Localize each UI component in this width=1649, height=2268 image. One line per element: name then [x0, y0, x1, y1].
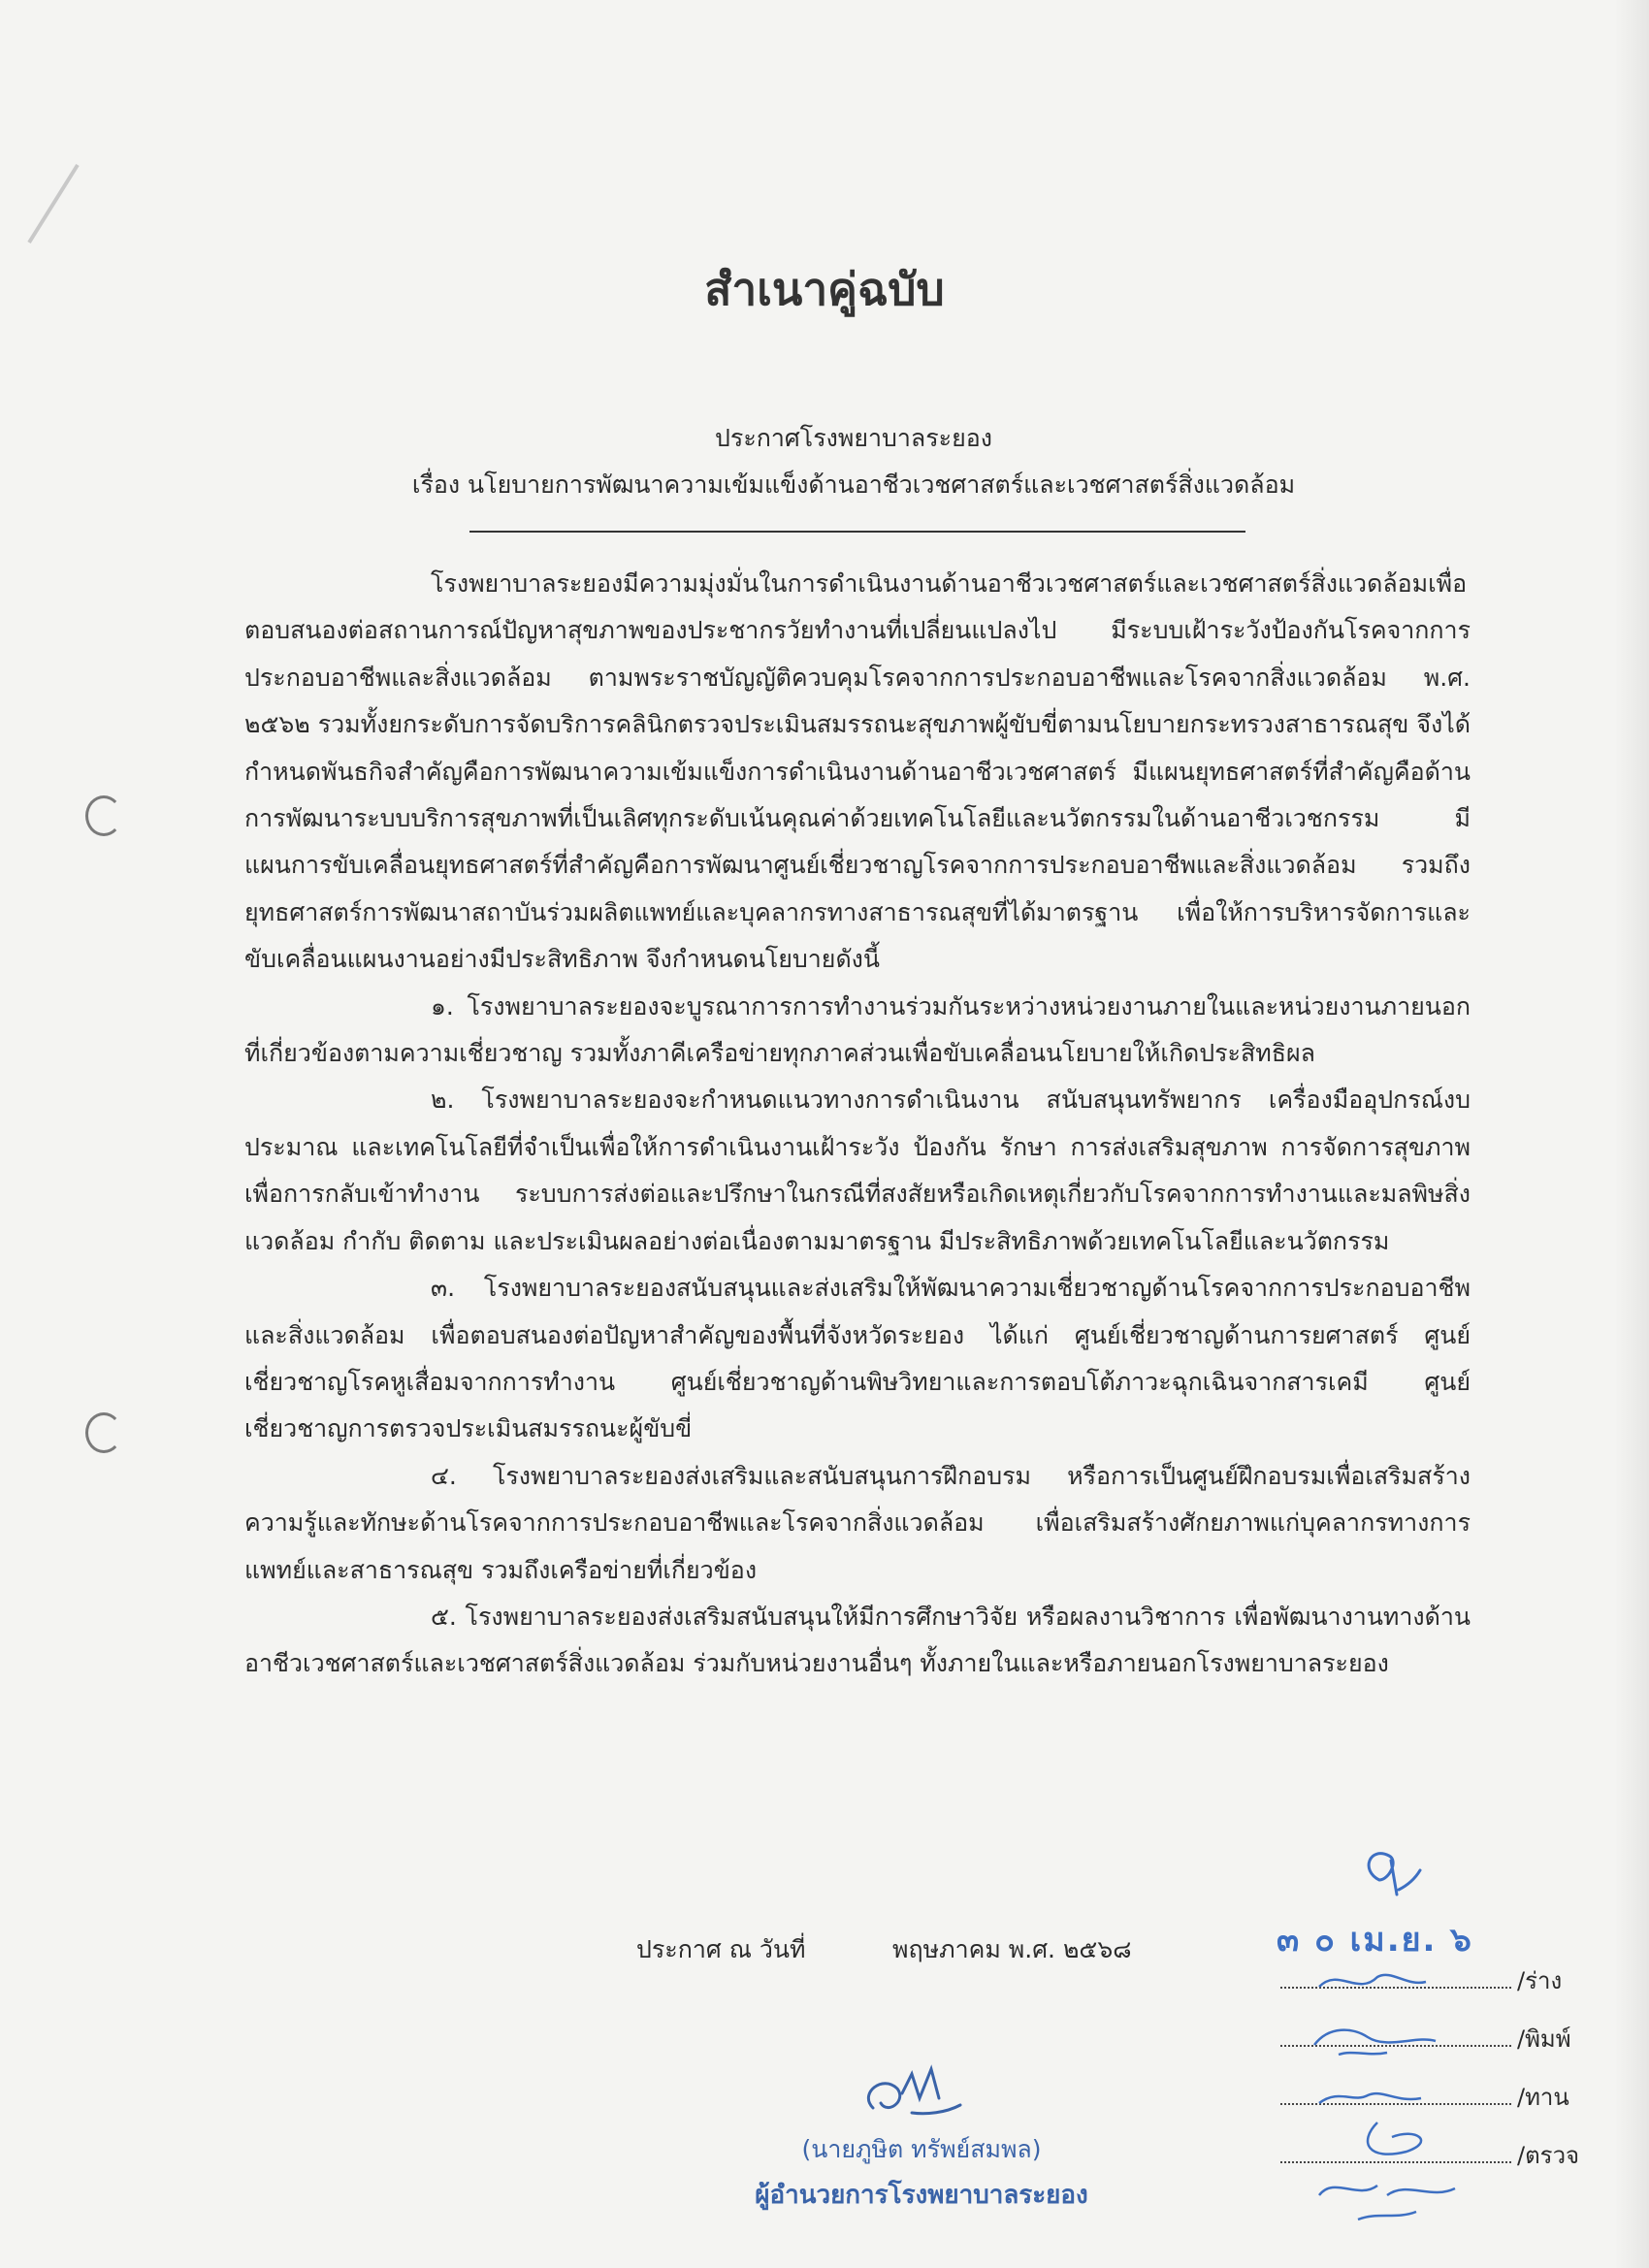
heading-divider	[469, 531, 1245, 533]
document-subject-block	[0, 415, 1649, 508]
policy-item: ๒. โรงพยาบาลระยองจะกำหนดแนวทางการดำเนินงาน สนับสนุนทรัพยากร เครื่องมืออุปกรณ์งบประมาณ และเทคโนโลยีที่จำเป็นเพื่อให้การดำเนินงานเฝ้าระวัง ป้องกัน รักษา การส่งเสริมสุขภาพ การจัดการสุขภาพเพื่อการกลับเข้าทำงาน ระบบการส่งต่อและปรึกษาในกรณีที่สงสัยหรือเกิดเหตุเกี่ยวกับโรคจากการทำงานและมลพิษสิ่งแวดล้อม กำกับ ติดตาม และประเมินผลอย่างต่อเนื่องตามมาตรฐาน มีประสิทธิภาพด้วยเทคโนโลยีและนวัตกรรม	[244, 1085, 1471, 1255]
ledger-row-label: /ทาน	[1517, 2084, 1569, 2111]
scanned-page-edge	[1614, 0, 1649, 2268]
document-body	[244, 561, 1471, 1688]
signer-name: (นายภูษิต ทรัพย์สมพล)	[801, 2135, 1042, 2163]
intro-paragraph: โรงพยาบาลระยองมีความมุ่งมั่นในการดำเนินงานด้านอาชีวเวชศาสตร์และเวชศาสตร์สิ่งแวดล้อมเพื่อตอบสนองต่อสถานการณ์ปัญหาสุขภาพของประชากรวัยทำงานที่เปลี่ยนแปลงไป มีระบบเฝ้าระวังป้องกันโรคจากการประกอบอาชีพและสิ่งแวดล้อม ตามพระราชบัญญัติควบคุมโรคจากการประกอบอาชีพและโรคจากสิ่งแวดล้อม พ.ศ. ๒๕๖๒ รวมทั้งยกระดับการจัดบริการคลินิกตรวจประเมินสมรรถนะสุขภาพผู้ขับขี่ตามนโยบายกระทรวงสาธารณสุข จึงได้กำหนดพันธกิจสำคัญคือการพัฒนาความเข้มแข็งการดำเนินงานด้านอาชีวเวชศาสตร์ มีแผนยุทธศาสตร์ที่สำคัญคือด้านการพัฒนาระบบบริการสุขภาพที่เป็นเลิศทุกระดับเน้นคุณค่าด้วยเทคโนโลยีและนวัตกรรมในด้านอาชีวเวชกรรม มีแผนการขับเคลื่อนยุทธศาสตร์ที่สำคัญคือการพัฒนาศูนย์เชี่ยวชาญโรคจากการประกอบอาชีพและสิ่งแวดล้อม รวมถึงยุทธศาสตร์การพัฒนาสถาบันร่วมผลิตแพทย์และบุคลากรทางสาธารณสุขที่ได้มาตรฐาน เพื่อให้การบริหารจัดการและขับเคลื่อนแผนงานอย่างมีประสิทธิภาพ จึงกำหนดนโยบายดังนี้	[244, 569, 1471, 974]
initials-signature	[1350, 1841, 1428, 1903]
subject-line: เรื่อง นโยบายการพัฒนาความเข้มแข็งด้านอาชีวเวชศาสตร์และเวชศาสตร์สิ่งแวดล้อม	[411, 470, 1296, 499]
received-date-stamp: ๓ ๐ เม.ย. ๖	[1277, 1921, 1473, 1960]
issuer-line: ประกาศโรงพยาบาลระยอง	[715, 424, 992, 452]
ledger-initials-scribbles	[1300, 1958, 1494, 2239]
ledger-row-label: /ร่าง	[1517, 1967, 1563, 1994]
binder-hole-mark	[85, 1412, 122, 1453]
binder-hole-mark	[85, 795, 122, 836]
policy-item: ๔. โรงพยาบาลระยองส่งเสริมและสนับสนุนการฝึกอบรม หรือการเป็นศูนย์ฝึกอบรมเพื่อเสริมสร้างความรู้และทักษะด้านโรคจากการประกอบอาชีพและโรคจากสิ่งแวดล้อม เพื่อเสริมสร้างศักยภาพแก่บุคลากรทางการแพทย์และสาธารณสุข รวมถึงเครือข่ายที่เกี่ยวข้อง	[244, 1461, 1471, 1584]
policy-item: ๕. โรงพยาบาลระยองส่งเสริมสนับสนุนให้มีการศึกษาวิจัย หรือผลงานวิชาการ เพื่อพัฒนางานทางด้านอาชีวเวชศาสตร์และเวชศาสตร์สิ่งแวดล้อม ร่วมกับหน่วยงานอื่นๆ ทั้งภายในและหรือภายนอกโรงพยาบาลระยอง	[244, 1602, 1471, 1678]
signer-title: ผู้อำนวยการโรงพยาบาลระยอง	[755, 2181, 1088, 2210]
ledger-row-label: /พิมพ์	[1517, 2025, 1571, 2053]
ledger-row-label: /ตรวจ	[1517, 2142, 1580, 2169]
announced-at-label: ประกาศ ณ วันที่	[636, 1935, 806, 1963]
director-signature	[854, 2055, 970, 2132]
announced-date: พฤษภาคม พ.ศ. ๒๕๖๘	[892, 1935, 1132, 1963]
document-heading: สำเนาคู่ฉบับ	[704, 263, 945, 315]
policy-item: ๑. โรงพยาบาลระยองจะบูรณาการการทำงานร่วมกันระหว่างหน่วยงานภายในและหน่วยงานภายนอกที่เกี่ยวข้องตามความเชี่ยวชาญ รวมทั้งภาคีเครือข่ายทุกภาคส่วนเพื่อขับเคลื่อนนโยบายให้เกิดประสิทธิผล	[244, 991, 1471, 1068]
page-crease-mark	[19, 146, 97, 252]
policy-item: ๓. โรงพยาบาลระยองสนับสนุนและส่งเสริมให้พัฒนาความเชี่ยวชาญด้านโรคจากการประกอบอาชีพและสิ่งแวดล้อม เพื่อตอบสนองต่อปัญหาสำคัญของพื้นที่จังหวัดระยอง ได้แก่ ศูนย์เชี่ยวชาญด้านการยศาสตร์ ศูนย์เชี่ยวชาญโรคหูเสื่อมจากการทำงาน ศูนย์เชี่ยวชาญด้านพิษวิทยาและการตอบโต้ภาวะฉุกเฉินจากสารเคมี ศูนย์เชี่ยวชาญการตรวจประเมินสมรรถนะผู้ขับขี่	[244, 1274, 1471, 1443]
